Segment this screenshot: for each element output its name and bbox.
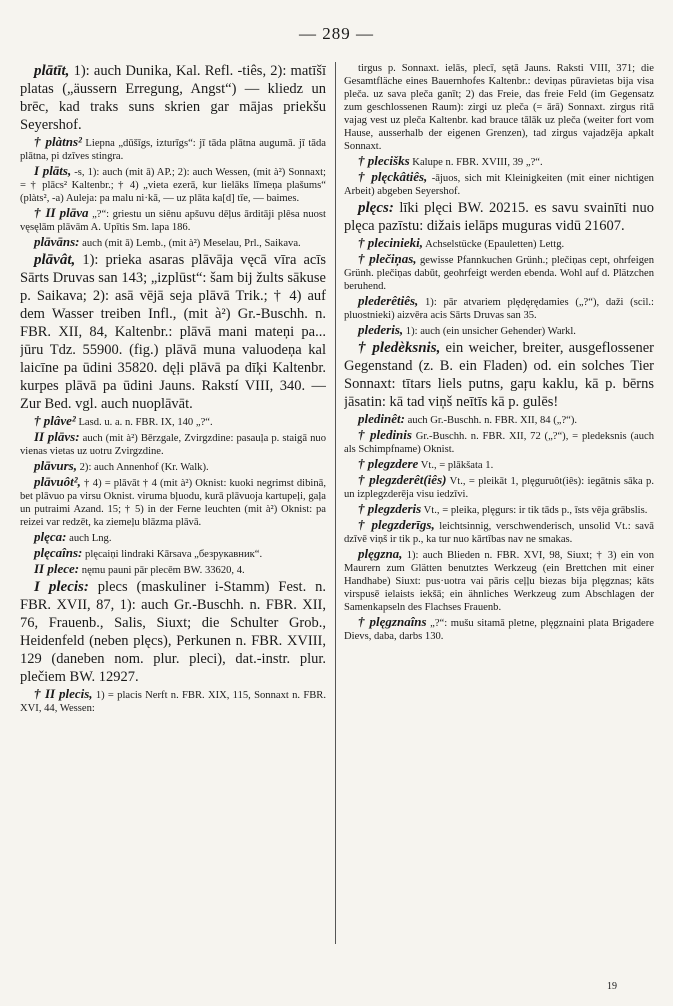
dictionary-entry: [20, 578, 326, 686]
entry-text: plecs (maskuliner i-Stamm) Fest. n. FBR. XVII, 87, 1): auch Gr.-Buschh. n. FBR. XII, 76, Frauenb., Salis, Siuxt; die Schulter Grob., Heidenfeld (neben plęcs), Perkunen n. FBR. XVIII, 129 (daneben nom. plur. pleci), dat.-instr. plur. plečiem BW. 12927.: [20, 579, 326, 685]
entry-headword: † plàtns²: [34, 134, 82, 149]
entry-text: Lasd. u. a. n. FBR. IX, 140 „?“.: [75, 417, 213, 428]
dictionary-entry: [344, 412, 654, 427]
left-column: [20, 62, 326, 982]
entry-text: auch Lng.: [66, 533, 112, 544]
entry-headword: I plecis:: [34, 579, 89, 595]
entry-text: -s, 1): auch (mit ā) AP.; 2): auch Wessen, (mit à²) Sonnaxt; = † plācs² Kaltenbr.; † 4) „vieta ezerā, kur lielāks līmeņa plašums“ (plàts², -a) Auleja: pa malu ni·kā, — uz plāta ka[d] tīe, — baimes.: [20, 167, 326, 204]
entry-headword: † plečiņas,: [358, 251, 417, 266]
dictionary-entry: [344, 339, 654, 411]
entry-headword: plāvāns:: [34, 234, 80, 249]
entry-text: 1): auch Dunika, Kal. Refl. -tiês, 2): matīšī platas („äussern Erregung, Angst“) — kliedz un brēc, kad traks suns skrien gar mājas priekšu Seyershof.: [20, 63, 326, 133]
entry-text: 1): pār atvariem plędęrędamies („?“), daži (scil.: pluostnieki) aizvēra acis Sārts Druvas san 35.: [344, 297, 654, 321]
entry-text: -ājuos, sich mit Kleinigkeiten (mit einer nichtigen Arbeit) abgeben Seyershof.: [344, 173, 654, 197]
dictionary-entry: [20, 562, 326, 577]
entry-headword: plāvât,: [34, 252, 76, 268]
dictionary-entry: [20, 62, 326, 134]
entry-text: „?“: griestu un siênu apšuvu dēļus ārditāji plêsa nuost vęsęlām plāvām A. Upītis Sm. lapa 186.: [20, 209, 326, 233]
entry-headword: † plecišks: [358, 153, 410, 168]
dictionary-entry: [20, 135, 326, 163]
dictionary-entry: [344, 457, 654, 472]
entry-text: auch (mit ā) Lemb., (mit à²) Meselau, Prl., Saikava.: [79, 238, 301, 249]
dictionary-entry: [344, 236, 654, 251]
dictionary-entry: [344, 154, 654, 169]
dictionary-entry: [20, 414, 326, 429]
entry-headword: plāvurs,: [34, 458, 77, 473]
entry-headword: † II plāva: [34, 205, 89, 220]
dictionary-entry: [344, 294, 654, 322]
entry-text: gewisse Pfannkuchen Grünh.; plečiņas cept, ohrfeigen Grünh. plečiņas dabūt, geohrfeigt werden ebenda. Wohl auf d. Plätzchen beruhend.: [344, 255, 654, 292]
entry-headword: † plegzderis: [358, 501, 422, 516]
dictionary-entry: [20, 251, 326, 413]
entry-headword: I plāts,: [34, 163, 72, 178]
dictionary-entry: [344, 547, 654, 614]
entry-headword: II plece:: [34, 561, 80, 576]
entry-text: līki plęci BW. 20215. es savu svainīti nuo plęca pazīstu: dižais ielāps muguras vidū 21607.: [344, 200, 654, 234]
dictionary-entry: [344, 518, 654, 546]
entry-text: 1): auch Blieden n. FBR. XVI, 98, Siuxt; † 3) ein von Maurern zum Glätten benutztes Werkzeug (ein Brettchen mit einer Handhabe) Siuxt: pus·uotra vai pāris ceļļu biezas bija plęgznas; kāts virspusē ielaists iekšā; ein ähnliches Werkzeug zum Abschlagen der Samenkapseln des Flachses Frauenb.: [344, 550, 654, 613]
entry-headword: † II plecis,: [34, 686, 93, 701]
entry-headword: pledinêt:: [358, 411, 405, 426]
dictionary-entry: [344, 323, 654, 338]
right-column: [344, 62, 654, 982]
entry-headword: † plegzdere: [358, 456, 419, 471]
entry-text: Vt., = pleikāt 1, plęguruôt(iês): iegātnis sāka p. un izplegzderēja visu iedzīvi.: [344, 476, 654, 500]
entry-headword: † plegzderêt(iês): [358, 472, 447, 487]
entry-text: Vt., = plākšata 1.: [418, 460, 494, 471]
entry-text: Kalupe n. FBR. XVIII, 39 „?“.: [409, 157, 543, 168]
dictionary-entry: [20, 164, 326, 205]
entry-text: 1) = placis Nerft n. FBR. XIX, 115, Sonnaxt n. FBR. XVI, 44, Wessen:: [20, 690, 326, 714]
dictionary-entry: [20, 546, 326, 561]
dictionary-entry: [20, 475, 326, 529]
entry-headword: † plęgznaîns: [358, 614, 427, 629]
entry-headword: plātīt,: [34, 63, 70, 79]
entry-headword: plederêtiês,: [358, 293, 419, 308]
entry-text: † 4) = plāvāt † 4 (mit à²) Oknist: kuoki negrimst dibinā, bet plāvuo pa virsu Oknist. viruma bļuodu, kurā plāvuoja kartupeļi, gaļa un putraimi Azand. 15; † 5) in der Ferne leuchten (mit à²) Oknist: pa reizei var redzēt, ka ziemeļu blāzma plāvā.: [20, 478, 326, 528]
dictionary-entry: [20, 530, 326, 545]
entry-headword: plederis,: [358, 322, 404, 337]
dictionary-entry: [20, 206, 326, 234]
dictionary-entry: [344, 170, 654, 198]
entry-headword: plęcs:: [358, 200, 394, 216]
dictionary-entry: [20, 687, 326, 715]
entry-text: 2): auch Annenhof (Kr. Walk).: [76, 462, 209, 473]
entry-headword: II plāvs:: [34, 429, 80, 444]
entry-headword: † plâve²: [34, 413, 76, 428]
dictionary-entry: [344, 62, 654, 153]
entry-headword: plęcaîns:: [34, 545, 83, 560]
dictionary-entry: [344, 502, 654, 517]
entry-headword: † pledèksnis,: [358, 340, 441, 356]
dictionary-entry: [344, 428, 654, 456]
entry-text: Liepna „dūšīgs, izturīgs“: jī tāda plātna augumā. jī tāda plātna, pi dzīves stingra.: [20, 138, 326, 162]
entry-text: ein weicher, breiter, ausgeflossener Gegenstand (z. B. ein Fladen) od. ein solches Tier Sonnaxt: tītars liels putns, gaŗu kaklu, kā p. bērns jāsatin: kā tad viņš neītīs kā p. gulēs!: [344, 340, 654, 410]
dictionary-entry: [344, 615, 654, 643]
dictionary-entry: [20, 235, 326, 250]
entry-text: 1): prieka asaras plāvāja vęcā vīra acīs Sārts Druvas san 143; „izplūst“: šam bij žults sākuse p. Saikava; 2): asā vējā seja plāvā Trik.; † 4) auf dem Wasser treiben Infl., (mit à²) Gr.-Buschh. n. FBR. XII, 84, Kaltenbr.: plāvā mani mateņi pa... jūru Tdz. 55900. (fig.) plāvā muna valuodeņa kal laicīne pa ūdini 35820. dęļi plāvā pa dīķi Kaltenbr. kurpes plāvā pa ūdini Jauns. Rakstí VIII, 340. — Zur Bed. vgl. auch nuoplāvāt.: [20, 252, 326, 412]
entry-headword: † plęckâtiês,: [358, 169, 428, 184]
page-number: — 289 —: [299, 24, 374, 43]
entry-headword: plęca:: [34, 529, 67, 544]
entry-headword: † pledinis: [358, 427, 412, 442]
printer-signature: 19: [607, 981, 617, 992]
entry-headword: † plecinieki,: [358, 235, 423, 250]
entry-text: tirgus p. Sonnaxt. ielās, plecī, sętā Jauns. Raksti VIII, 371; die Gesamtfläche eines Bauernhofes Kaltenbr.: deviņas pūravietas bija visa pleča. uz sava pleča ganīt; 2) das Freie, das freie Feld (im Gegensatz zum geschlossenen Raum): zirgi uz pleča (= ārā) Sonnaxt. zirgus ritā vajag vest uz pleča Kaltenbr. kad brauce tālāk uz pleča (weiter fort vom Hause, ausserhalb der eigenen Grenzen), tad zirgus vajadzēja apkalt Sonnaxt.: [344, 63, 654, 152]
entry-headword: † plegzderīgs,: [358, 517, 435, 532]
column-divider: [335, 62, 336, 944]
entry-text: plęcaiņi lindraki Kārsava „безрукавник“.: [82, 549, 263, 560]
entry-text: auch Gr.-Buschh. n. FBR. XII, 84 („?“).: [404, 415, 578, 426]
entry-text: Gr.-Buschh. n. FBR. XII, 72 („?“), = pledeksnis (auch als Schimpfname) Oknist.: [344, 431, 654, 455]
dictionary-entry: [344, 252, 654, 293]
entry-text: nęmu pauni pār plecēm BW. 33620, 4.: [79, 565, 245, 576]
entry-text: Vt., = pleika, plęgurs: ir tik tāds p., īsts vēja grābslis.: [421, 505, 648, 516]
entry-headword: plāvuôt²,: [34, 474, 81, 489]
entry-text: 1): auch (ein unsicher Gehender) Warkl.: [403, 326, 576, 337]
entry-text: Achselstücke (Epauletten) Lettg.: [423, 239, 565, 250]
dictionary-entry: [20, 459, 326, 474]
dictionary-entry: [20, 430, 326, 458]
entry-text: auch (mit à²) Bērzgale, Zvirgzdine: pasauļa p. staigā nuo vienas vietas uz uotru Zvirgzdine.: [20, 433, 326, 457]
dictionary-entry: [344, 199, 654, 235]
entry-text: „?“: mušu sitamā pletne, plęgznaini plata Brigadere Dievs, daba, darbs 130.: [344, 618, 654, 642]
entry-text: leichtsinnig, verschwenderisch, unsolid Vt.: savā dzīvē viņš ir tik p., ka tur nuo kārtības nav ne smakas.: [344, 521, 654, 545]
dictionary-entry: [344, 473, 654, 501]
entry-headword: plęgzna,: [358, 546, 403, 561]
